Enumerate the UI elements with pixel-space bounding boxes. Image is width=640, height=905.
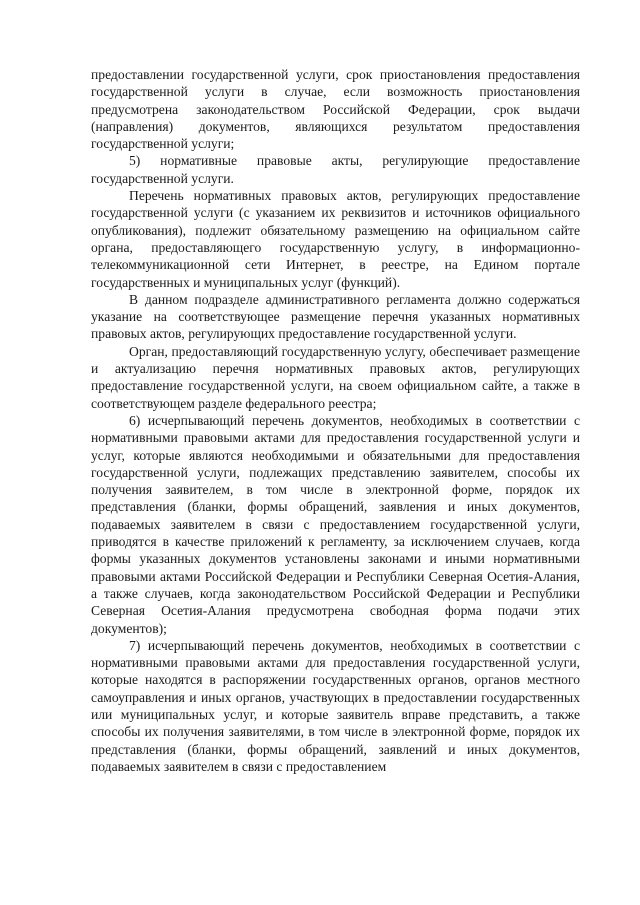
paragraph-6: 6) исчерпывающий перечень документов, необходимых в соответствии с нормативными правовыми актами для предоставления государственной услуги и услуг, которые являются необходимыми и обязательными для предоставления государственной услуги, подлежащих представлению заявителем, способы их получения заявителем, в том числе в электронной форме, порядок их представления (бланки, формы обращений, заявления и иных документов, подаваемых заявителем в связи с предоставлением государственной услуги, приводятся в качестве приложений к регламенту, за исключением случаев, когда формы указанных документов установлены законами и иными нормативными правовыми актами Российской Федерации и Республики Северная Осетия-Алания, а также случаев, когда законодательством Российской Федерации и Республики Северная Осетия-Алания предусмотрена свободная форма подачи этих документов); — [91, 412, 580, 636]
paragraph-1: предоставлении государственной услуги, срок приостановления предоставления государственной услуги в случае, если возможность приостановления предусмотрена законодательством Российской Федерации, срок выдачи (направления) документов, являющихся результатом предоставления государственной услуги; — [91, 67, 580, 152]
paragraph-7: 7) исчерпывающий перечень документов, необходимых в соответствии с нормативными правовыми актами для предоставления государственной услуги, которые находятся в распоряжении государственных органов, органов местного самоуправления и иных органов, участвующих в предоставлении государственных или муниципальных услуг, и которые заявитель вправе представить, а также способы их получения заявителями, в том числе в электронной форме, порядок их представления (бланки, формы обращений, заявлений и иных документов, подаваемых заявителем в связи с предоставлением — [91, 637, 580, 774]
paragraph-5: Орган, предоставляющий государственную услугу, обеспечивает размещение и актуализацию перечня нормативных правовых актов, регулирующих предоставление государственной услуги, на своем официальном сайте, а также в соответствующем разделе федерального реестра; — [91, 343, 580, 411]
document-body — [91, 66, 580, 775]
paragraph-4: В данном подразделе административного регламента должно содержаться указание на соответствующее размещение перечня указанных нормативных правовых актов, регулирующих предоставление государственной услуги. — [91, 291, 580, 342]
paragraph-3: Перечень нормативных правовых актов, регулирующих предоставление государственной услуги (с указанием их реквизитов и источников официального опубликования), подлежит обязательному размещению на официальном сайте органа, предоставляющего государственную услугу, в информационно-телекоммуникационной сети Интернет, в реестре, на Едином портале государственных и муниципальных услуг (функций). — [91, 188, 580, 290]
paragraph-2: 5) нормативные правовые акты, регулирующие предоставление государственной услуги. — [91, 153, 580, 186]
